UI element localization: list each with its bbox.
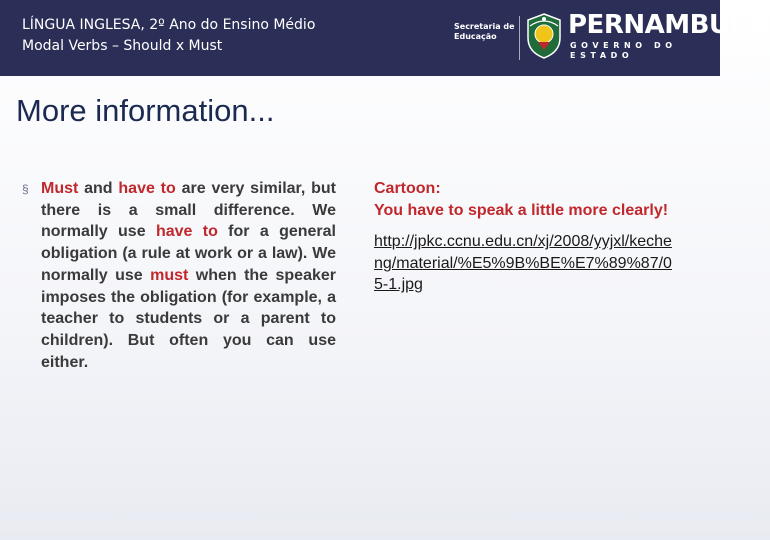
- cartoon-source-link[interactable]: http://jpkc.ccnu.edu.cn/xj/2008/yyjxl/kecheng/material/%E5%9B%BE%E7%89%87/05-1.jpg: [374, 233, 672, 294]
- state-emblem-icon: [524, 12, 564, 60]
- secretaria-line-2: Educação: [454, 32, 497, 41]
- highlight-have-to: have to: [118, 180, 176, 197]
- highlight-must: must: [150, 266, 189, 284]
- highlight-have-to: have to: [155, 223, 218, 241]
- bullet-text-segment: when the speaker imposes the obligation (for example, a teacher to students or a parent to children). But often you can use either.: [41, 266, 336, 371]
- logo-divider: [519, 16, 520, 60]
- cartoon-section: [374, 178, 714, 296]
- bullet-text-segment: for a general obligation (a rule at work or a law). We normally use: [41, 223, 336, 284]
- bullet-marker: §: [22, 182, 29, 196]
- explanation-bullet: [22, 178, 336, 373]
- bullet-paragraph: [41, 178, 336, 373]
- bullet-text-segment: are very similar, but there is a small difference. We normally use: [41, 180, 337, 241]
- governo-logo-text: GOVERNO DO ESTADO: [570, 41, 677, 60]
- secretaria-logo-text: [454, 22, 516, 42]
- cartoon-caption: You have to speak a little more clearly!: [374, 201, 669, 219]
- slide-title: More information...: [16, 93, 275, 128]
- lesson-subtitle: Modal Verbs – Should x Must: [22, 38, 223, 54]
- bullet-text-segment: and: [78, 180, 119, 197]
- secretaria-line-1: Secretaria de: [454, 22, 515, 31]
- highlight-must: Must: [41, 180, 79, 197]
- course-title: LÍNGUA INGLESA, 2º Ano do Ensino Médio: [22, 17, 316, 33]
- cartoon-label: Cartoon:: [374, 180, 441, 197]
- header-bar: [0, 0, 770, 76]
- pernambuco-logo-text: PERNAMBUCO: [568, 10, 770, 40]
